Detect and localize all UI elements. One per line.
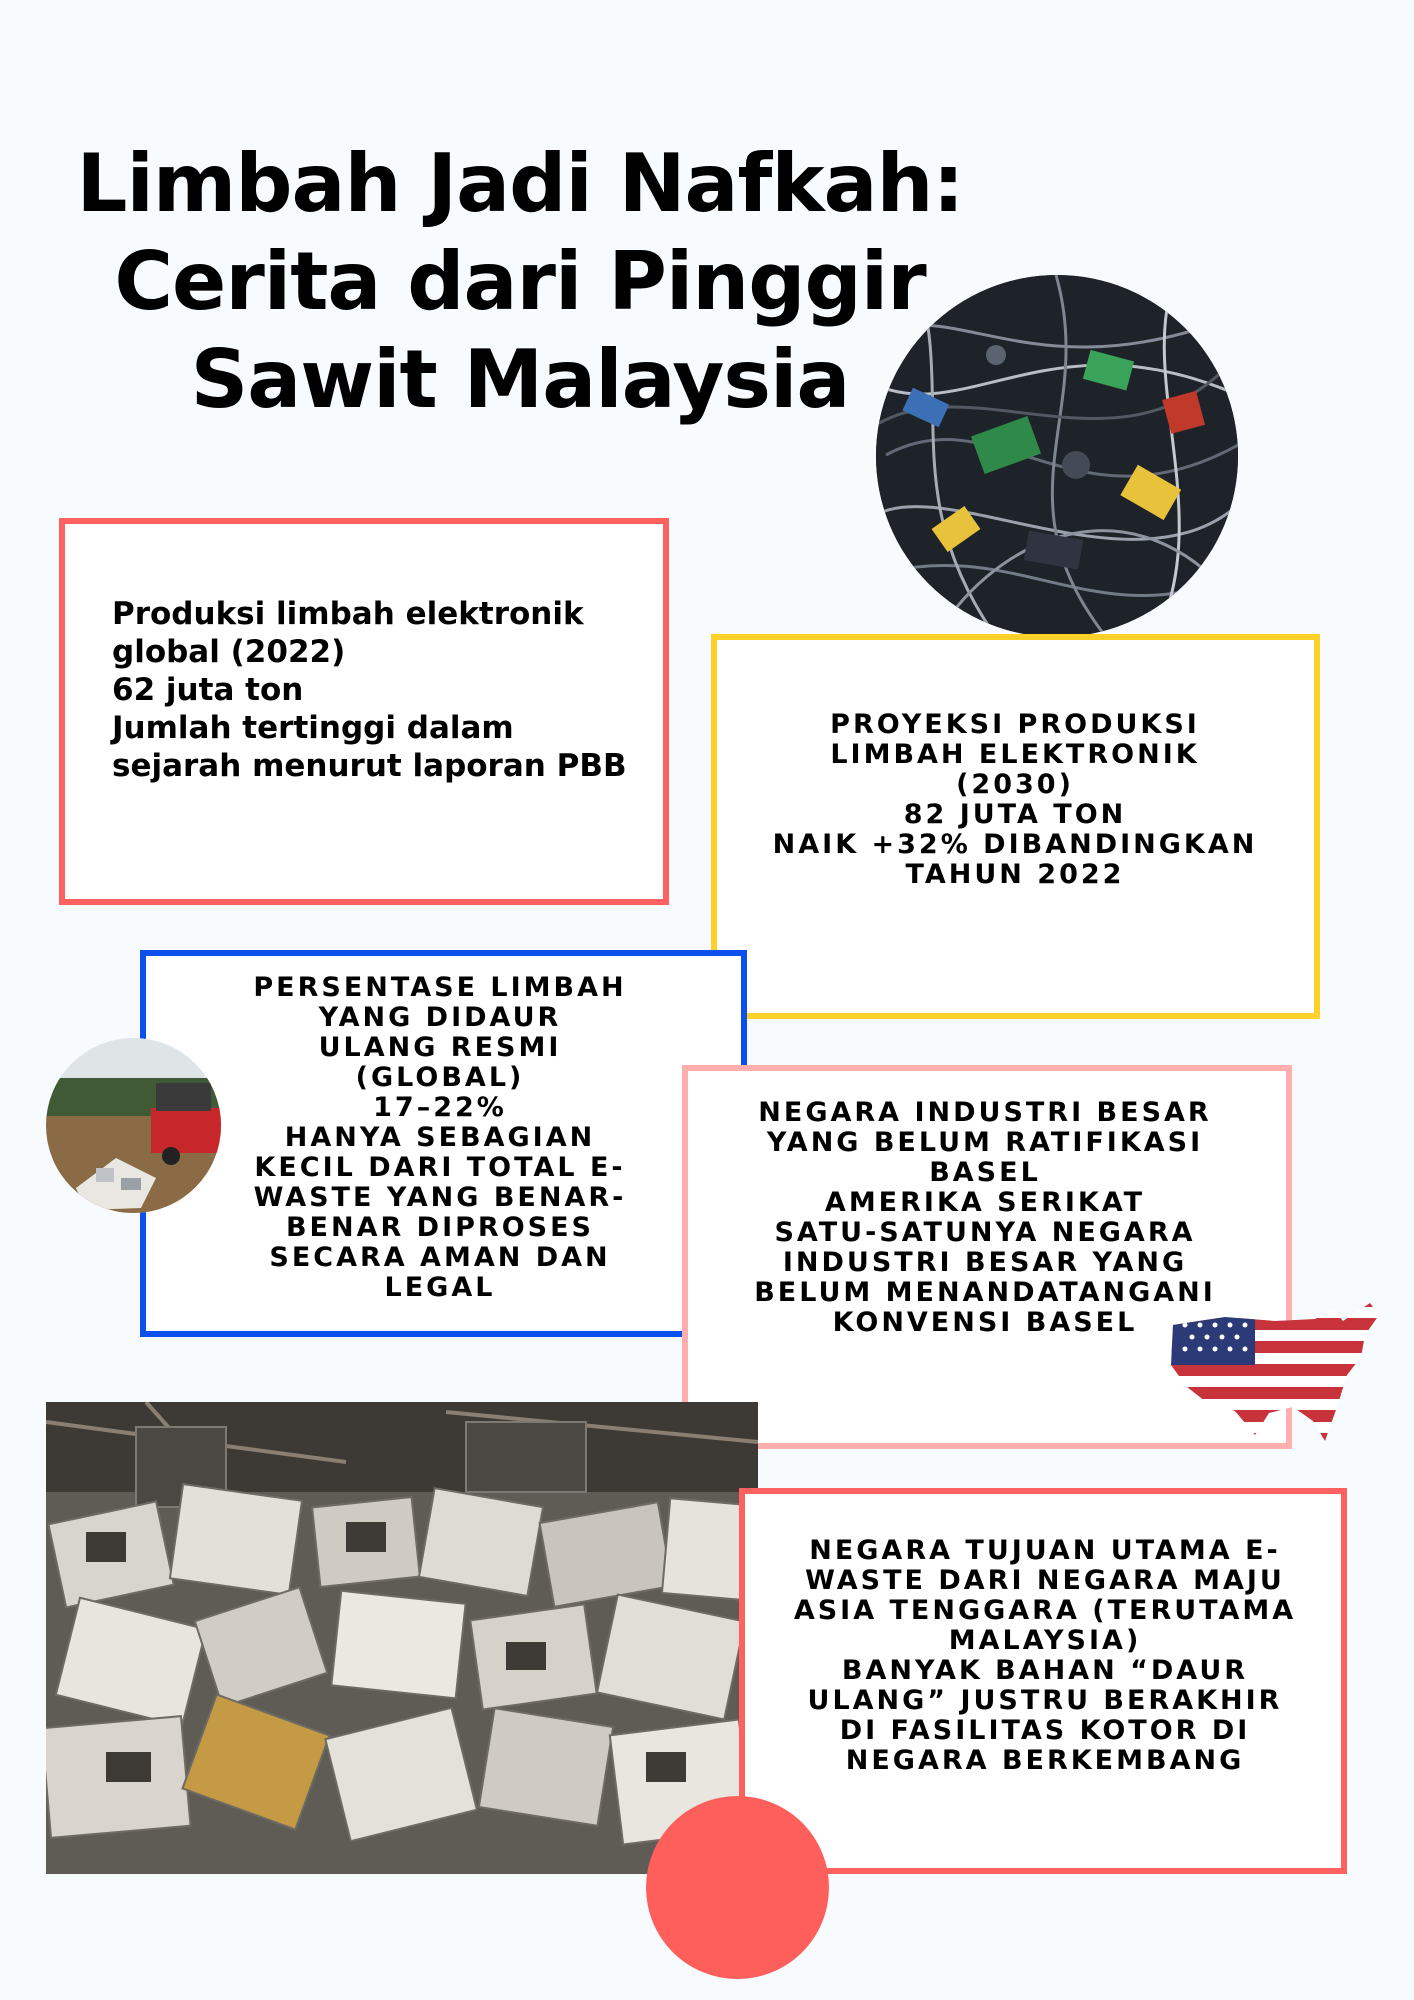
card-text-line: BANYAK BAHAN “DAUR — [841, 1655, 1249, 1686]
card-text-line: (GLOBAL) — [355, 1062, 525, 1093]
card-text-line: SECARA AMAN DAN — [269, 1242, 611, 1273]
destination-text — [765, 1536, 1325, 1776]
ewaste-pile-illustration — [46, 1402, 758, 1874]
card-text-line: 62 juta ton — [112, 672, 304, 708]
card-text-line: BENAR DIPROSES — [285, 1212, 595, 1243]
card-text-line: WASTE DARI NEGARA MAJU — [805, 1565, 1285, 1596]
card-text-line: sejarah menurut laporan PBB — [112, 748, 627, 784]
projection-text — [740, 710, 1290, 890]
card-text-line: LEGAL — [384, 1272, 496, 1303]
card-text-line: NEGARA INDUSTRI BESAR — [758, 1097, 1212, 1128]
card-text-line: 82 JUTA TON — [903, 799, 1127, 830]
card-text-line: LIMBAH ELEKTRONIK — [830, 739, 1200, 770]
card-text-line: INDUSTRI BESAR YANG — [782, 1247, 1188, 1278]
card-text-line: MALAYSIA) — [948, 1625, 1142, 1656]
card-text-line: global (2022) — [112, 634, 346, 670]
card-text-line: NEGARA BERKEMBANG — [845, 1745, 1245, 1776]
card-text-line: NAIK +32% DIBANDINGKAN — [772, 829, 1258, 860]
card-text-line: DI FASILITAS KOTOR DI — [839, 1715, 1251, 1746]
card-text-line: KONVENSI BASEL — [832, 1307, 1138, 1338]
card-text-line: ASIA TENGGARA (TERUTAMA — [793, 1595, 1297, 1626]
card-text-line: ULANG” JUSTRU BERAKHIR — [807, 1685, 1283, 1716]
title-line: Sawit Malaysia — [190, 333, 850, 426]
card-text-line: 17–22% — [373, 1092, 507, 1123]
card-text-line: Jumlah tertinggi dalam — [112, 710, 514, 746]
cables-photo-illustration — [876, 275, 1238, 637]
card-text-line: ULANG RESMI — [318, 1032, 562, 1063]
card-text-line: BELUM MENANDATANGANI — [754, 1277, 1216, 1308]
decorative-red-circle — [646, 1796, 829, 1979]
title-line: Limbah Jadi Nafkah: — [76, 137, 964, 230]
card-text-line: Produksi limbah elektronik — [112, 596, 584, 632]
card-text-line: (2030) — [956, 769, 1074, 800]
card-text-line: BASEL — [929, 1157, 1041, 1188]
page-title — [40, 135, 1000, 429]
card-text-line: PROYEKSI PRODUKSI — [830, 709, 1200, 740]
global-production-text — [112, 595, 652, 785]
card-text-line: YANG DIDAUR — [318, 1002, 562, 1033]
usa-flag-map-icon — [1165, 1295, 1385, 1445]
card-text-line: AMERIKA SERIKAT — [824, 1187, 1146, 1218]
card-text-line: HANYA SEBAGIAN — [284, 1122, 596, 1153]
card-text-line: PERSENTASE LIMBAH — [253, 972, 627, 1003]
card-text-line: SATU-SATUNYA NEGARA — [774, 1217, 1196, 1248]
card-text-line: KECIL DARI TOTAL E- — [254, 1152, 626, 1183]
card-text-line: TAHUN 2022 — [905, 859, 1125, 890]
title-line: Cerita dari Pinggir — [114, 235, 926, 328]
card-text-line: NEGARA TUJUAN UTAMA E- — [809, 1535, 1281, 1566]
card-text-line: YANG BELUM RATIFIKASI — [766, 1127, 1204, 1158]
truck-photo-circle — [46, 1038, 221, 1213]
ewaste-pile-photo — [46, 1402, 758, 1874]
recycled-percentage-text — [190, 973, 690, 1303]
card-text-line: WASTE YANG BENAR- — [253, 1182, 627, 1213]
cables-photo-circle — [876, 275, 1238, 637]
truck-photo-illustration — [46, 1038, 221, 1213]
